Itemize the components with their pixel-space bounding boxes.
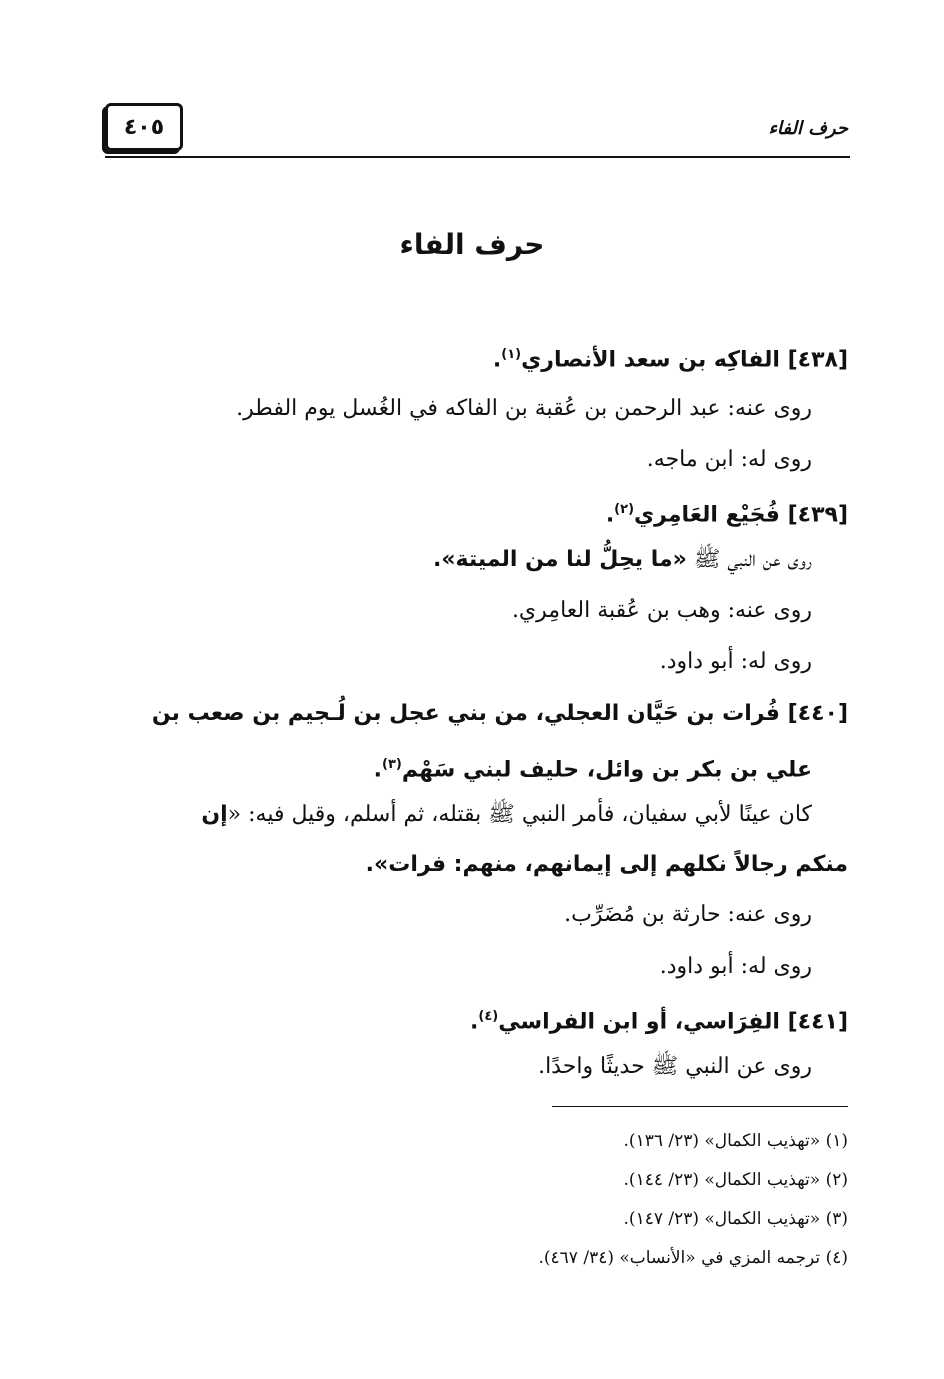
- entry-439-hadith: [433, 543, 812, 577]
- entry-441-heading: [470, 1000, 848, 1039]
- entry-439-line-1: روى عنه: وهب بن عُقبة العامِري.: [511, 598, 812, 623]
- entry-440-line-2: روى له: أبو داود.: [659, 954, 812, 979]
- hadith-prefix: روى عن النبي ﷺ: [693, 547, 812, 572]
- entry-440-heading-2: [374, 748, 812, 787]
- entry-438-line-1: روى عنه: عبد الرحمن بن عُقبة بن الفاكه في الغُسل يوم الفطر.: [236, 396, 812, 421]
- entry-number: [٤٤١]: [787, 1009, 848, 1035]
- page-number: [105, 103, 183, 151]
- body-bold: إن: [201, 802, 228, 827]
- entry-439-line-2: روى له: أبو داود.: [659, 649, 812, 674]
- entry-440-line-1: روى عنه: حارثة بن مُضَرِّب.: [564, 902, 812, 927]
- header-rule: [105, 156, 850, 158]
- entry-name: الفِرَاسي، أو ابن الفراسي: [498, 1009, 780, 1035]
- footnote-1: (١) «تهذيب الكمال» (٢٣/ ١٣٦).: [623, 1131, 848, 1151]
- footnote-3: (٣) «تهذيب الكمال» (٢٣/ ١٤٧).: [623, 1209, 848, 1229]
- footnote-ref: (٣): [382, 757, 402, 772]
- entry-number: [٤٣٩]: [787, 502, 848, 528]
- entry-end: .: [373, 757, 383, 783]
- entry-end: .: [492, 347, 502, 373]
- footnote-ref: (١): [501, 347, 522, 362]
- hadith-text: «ما يحِلُّ لنا من الميتة».: [432, 547, 687, 572]
- entry-end: .: [470, 1009, 479, 1035]
- page-number-text: ٤٠٥: [123, 114, 165, 140]
- footnote-4: (٤) ترجمه المزي في «الأنساب» (٣٤/ ٤٦٧).: [538, 1248, 848, 1268]
- entry-name: فُجَيْع العَامِري: [634, 502, 780, 528]
- entry-438-heading: [493, 338, 848, 377]
- body-text: كان عينًا لأبي سفيان، فأمر النبي ﷺ بقتله، ثم أسلم، وقيل فيه: «: [227, 802, 812, 827]
- entry-number: [٤٣٨]: [787, 347, 848, 373]
- chapter-title: حرف الفاء: [399, 228, 545, 261]
- entry-number: [٤٤٠]: [787, 701, 848, 726]
- entry-end: .: [605, 502, 615, 528]
- entry-name: الفاكِه بن سعد الأنصاري: [521, 347, 780, 373]
- entry-441-line-1: روى عن النبي ﷺ حديثًا واحدًا.: [538, 1054, 812, 1079]
- entry-440-heading-1-text: [152, 697, 848, 731]
- footnote-ref: (٤): [478, 1009, 499, 1024]
- entry-440-body-1: [201, 798, 812, 832]
- entry-439-heading: [606, 493, 848, 532]
- entry-440-body-2: منكم رجالاً نكلهم إلى إيمانهم، منهم: فرات».: [365, 852, 848, 877]
- entry-name-line2: علي بن بكر بن وائل، حليف لبني سَهْم: [401, 757, 812, 783]
- entry-name-line1: فُرات بن حَيَّان العجلي، من بني عجل بن لُـجيم بن صعب بن: [151, 701, 780, 726]
- entry-440-heading-1: [100, 697, 848, 731]
- running-head: حرف الفاء: [768, 118, 848, 139]
- footnote-2: (٢) «تهذيب الكمال» (٢٣/ ١٤٤).: [623, 1170, 848, 1190]
- entry-438-line-2: روى له: ابن ماجه.: [646, 447, 812, 472]
- footnote-ref: (٢): [614, 502, 635, 517]
- footnote-rule: [552, 1106, 848, 1107]
